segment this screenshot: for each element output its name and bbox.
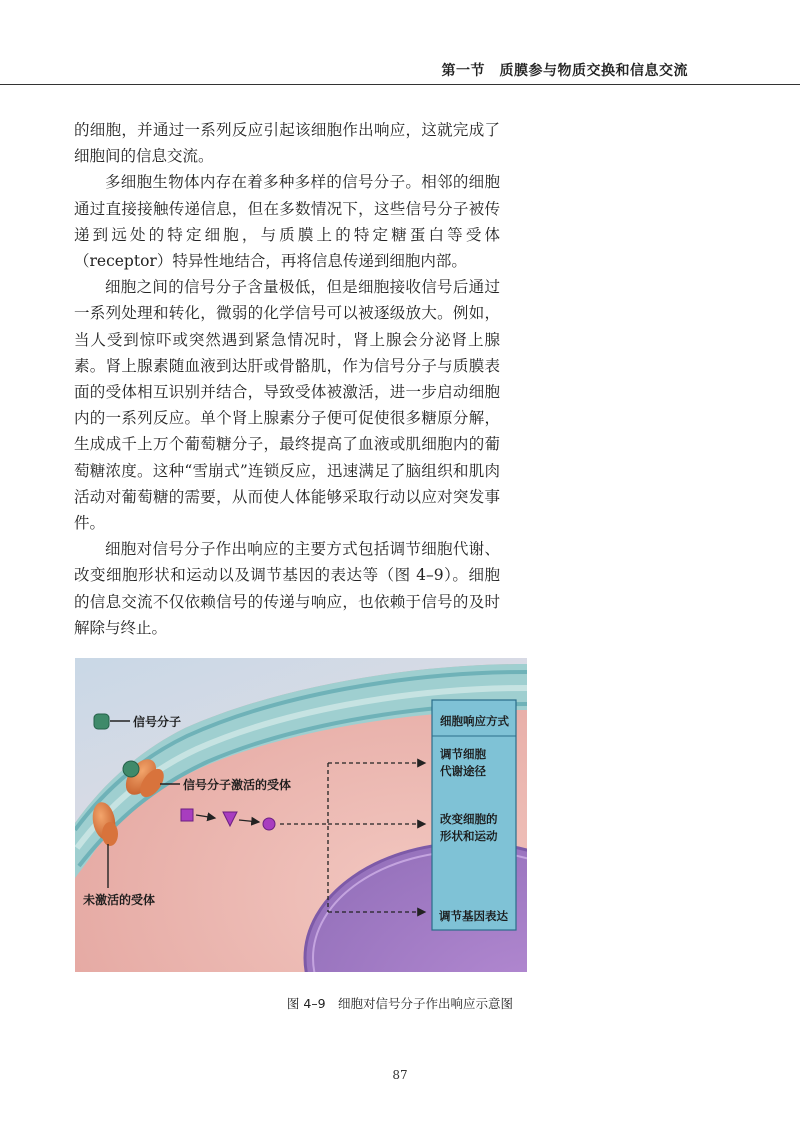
signal-molecule-icon	[94, 714, 109, 729]
panel-item-shape-line2: 形状和运动	[440, 829, 498, 843]
paragraph: 多细胞生物体内存在着多种多样的信号分子。相邻的细胞通过直接接触传递信息，但在多数情况下，这些信号分子被传递到远处的特定细胞，与质膜上的特定糖蛋白等受体（receptor）特异性地结合，再将信息传递到细胞内部。	[74, 173, 500, 271]
paragraph: 细胞之间的信号分子含量极低，但是细胞接收信号后通过一系列处理和转化，微弱的化学信号可以被逐级放大。例如，当人受到惊吓或突然遇到紧急情况时，肾上腺会分泌肾上腺素。肾上腺素随血液到达肝或骨骼肌，作为信号分子与质膜表面的受体相互识别并结合，导致受体被激活，进一步启动细胞内的一系列反应。单个肾上腺素分子便可促使很多糖原分解，生成成千上万个葡萄糖分子，最终提高了血液或肌细胞内的葡萄糖浓度。这种“雪崩式”连锁反应，迅速满足了脑组织和肌肉活动对葡萄糖的需要，从而使人体能够采取行动以应对突发事件。	[74, 278, 500, 533]
figure-caption: 图 4–9 细胞对信号分子作出响应示意图	[286, 996, 514, 1011]
label-inactive-receptor: 未激活的受体	[83, 893, 156, 907]
page-number: 87	[392, 1068, 408, 1082]
label-activated-receptor: 信号分子激活的受体	[183, 778, 292, 792]
panel-item-metabolism-line2: 代谢途径	[440, 764, 486, 778]
panel-title: 细胞响应方式	[440, 714, 509, 728]
paragraph: 的细胞，并通过一系列反应引起该细胞作出响应，这就完成了细胞间的信息交流。	[74, 121, 500, 166]
panel-item-shape-line1: 改变细胞的	[440, 812, 498, 826]
panel-item-gene: 调节基因表达	[439, 909, 508, 923]
page-header	[0, 0, 800, 85]
body-text	[74, 117, 500, 641]
figure-4-9	[75, 658, 527, 972]
section-title: 第一节 质膜参与物质交换和信息交流	[441, 63, 688, 79]
paragraph: 细胞对信号分子作出响应的主要方式包括调节细胞代谢、改变细胞形状和运动以及调节基因的表达等（图 4–9）。细胞的信息交流不仅依赖信号的传递与响应，也依赖于信号的及时解除与终止。	[74, 540, 500, 637]
panel-item-metabolism-line1: 调节细胞	[440, 747, 486, 761]
label-signal-molecule: 信号分子	[133, 715, 182, 729]
